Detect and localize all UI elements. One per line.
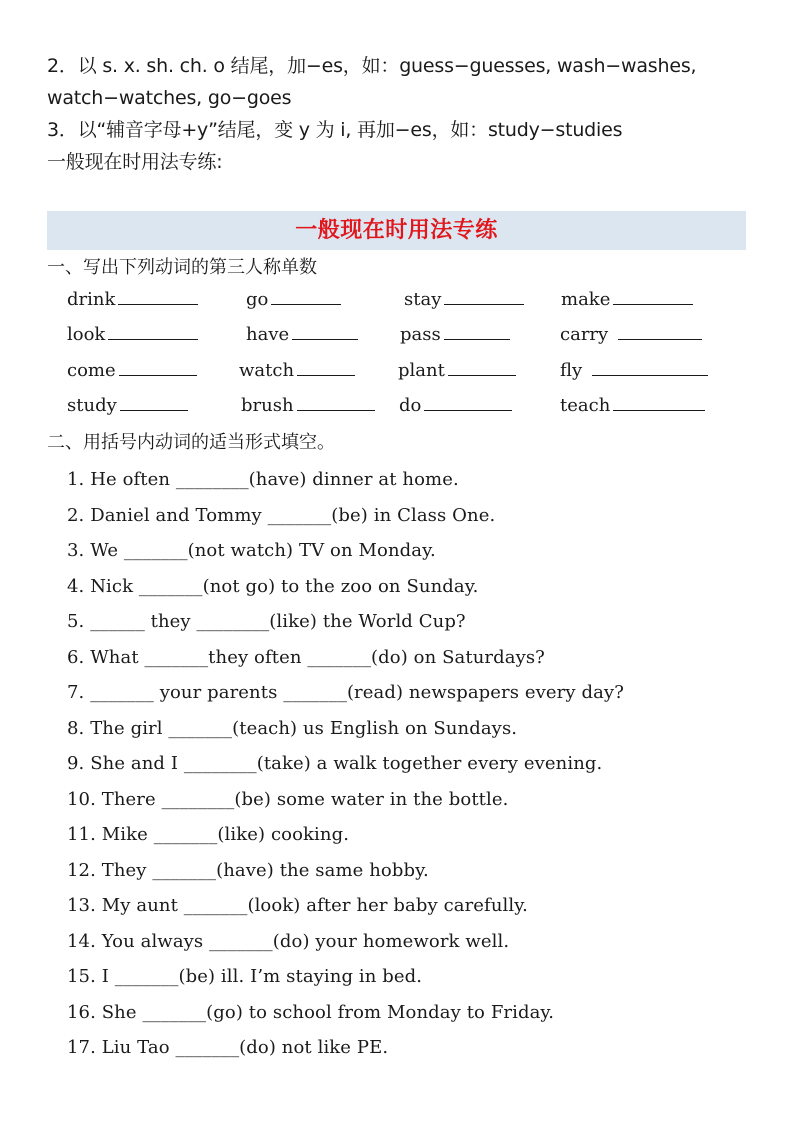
- verb-item: [67, 288, 198, 312]
- rule-3-line: 3．以“辅音字母+y”结尾，变 y 为 i, 再加−es，如：study−studies: [47, 119, 623, 141]
- verb-item: [399, 394, 512, 418]
- question-item: 7. _______ your parents _______(read) newspapers every day?: [67, 682, 624, 703]
- verb-item: [246, 288, 341, 312]
- answer-blank[interactable]: [297, 394, 375, 411]
- verb-label: come: [67, 360, 116, 381]
- verb-label: stay: [404, 289, 442, 310]
- verb-label: look: [67, 324, 106, 345]
- verb-item: [241, 394, 375, 418]
- verb-item: [67, 359, 197, 383]
- verb-label: go: [246, 289, 269, 310]
- question-item: 1. He often ________(have) dinner at home.: [67, 469, 459, 490]
- answer-blank[interactable]: [297, 359, 355, 376]
- verb-label: have: [246, 324, 290, 345]
- practice-intro-label: 一般现在时用法专练:: [47, 151, 223, 173]
- question-item: 15. I _______(be) ill. I’m staying in bed.: [67, 966, 423, 987]
- question-item: 10. There ________(be) some water in the bottle.: [67, 789, 509, 810]
- verb-item: [246, 323, 358, 347]
- answer-blank[interactable]: [618, 323, 702, 340]
- answer-blank[interactable]: [108, 323, 198, 340]
- question-item: 5. ______ they ________(like) the World Cup?: [67, 611, 466, 632]
- question-item: 9. She and I ________(take) a walk together every evening.: [67, 753, 603, 774]
- question-item: 3. We _______(not watch) TV on Monday.: [67, 540, 436, 561]
- verb-label: study: [67, 395, 117, 416]
- verb-item: [404, 288, 524, 312]
- answer-blank[interactable]: [118, 288, 198, 305]
- answer-blank[interactable]: [119, 359, 197, 376]
- verb-label: plant: [398, 360, 445, 381]
- answer-blank[interactable]: [613, 394, 705, 411]
- question-item: 16. She _______(go) to school from Monday to Friday.: [67, 1002, 555, 1023]
- verb-label: fly: [560, 360, 583, 381]
- verb-item: [67, 394, 188, 418]
- verb-item: [560, 359, 708, 383]
- rule-2-continuation: watch−watches, go−goes: [47, 87, 292, 109]
- verb-item: [560, 394, 705, 418]
- verb-label: drink: [67, 289, 116, 310]
- answer-blank[interactable]: [592, 359, 708, 376]
- section1-heading: 一、写出下列动词的第三人称单数: [47, 257, 317, 278]
- rule-2-line: 2．以 s. x. sh. ch. o 结尾，加−es，如：guess−guesses, wash−washes,: [47, 55, 697, 77]
- answer-blank[interactable]: [120, 394, 188, 411]
- answer-blank[interactable]: [448, 359, 516, 376]
- question-item: 8. The girl _______(teach) us English on Sundays.: [67, 718, 518, 739]
- verb-label: watch: [239, 360, 295, 381]
- question-item: 17. Liu Tao _______(do) not like PE.: [67, 1037, 389, 1058]
- section-banner-title: 一般现在时用法专练: [47, 211, 746, 250]
- question-item: 11. Mike _______(like) cooking.: [67, 824, 350, 845]
- answer-blank[interactable]: [424, 394, 512, 411]
- verb-label: teach: [560, 395, 611, 416]
- answer-blank[interactable]: [292, 323, 358, 340]
- question-item: 12. They _______(have) the same hobby.: [67, 860, 429, 881]
- question-item: 4. Nick _______(not go) to the zoo on Sunday.: [67, 576, 479, 597]
- question-item: 13. My aunt _______(look) after her baby carefully.: [67, 895, 528, 916]
- verb-label: do: [399, 395, 422, 416]
- verb-item: [239, 359, 355, 383]
- question-item: 2. Daniel and Tommy _______(be) in Class One.: [67, 505, 496, 526]
- answer-blank[interactable]: [271, 288, 341, 305]
- verb-item: [67, 323, 198, 347]
- verb-item: [398, 359, 516, 383]
- section2-heading: 二、用括号内动词的适当形式填空。: [47, 432, 335, 453]
- answer-blank[interactable]: [444, 288, 524, 305]
- answer-blank[interactable]: [613, 288, 693, 305]
- verb-item: [560, 323, 702, 347]
- answer-blank[interactable]: [444, 323, 510, 340]
- verb-label: pass: [400, 324, 441, 345]
- verb-label: make: [561, 289, 611, 310]
- verb-label: carry: [560, 324, 609, 345]
- question-item: 6. What _______they often _______(do) on Saturdays?: [67, 647, 545, 668]
- verb-label: brush: [241, 395, 294, 416]
- verb-item: [561, 288, 693, 312]
- verb-item: [400, 323, 510, 347]
- question-item: 14. You always _______(do) your homework well.: [67, 931, 510, 952]
